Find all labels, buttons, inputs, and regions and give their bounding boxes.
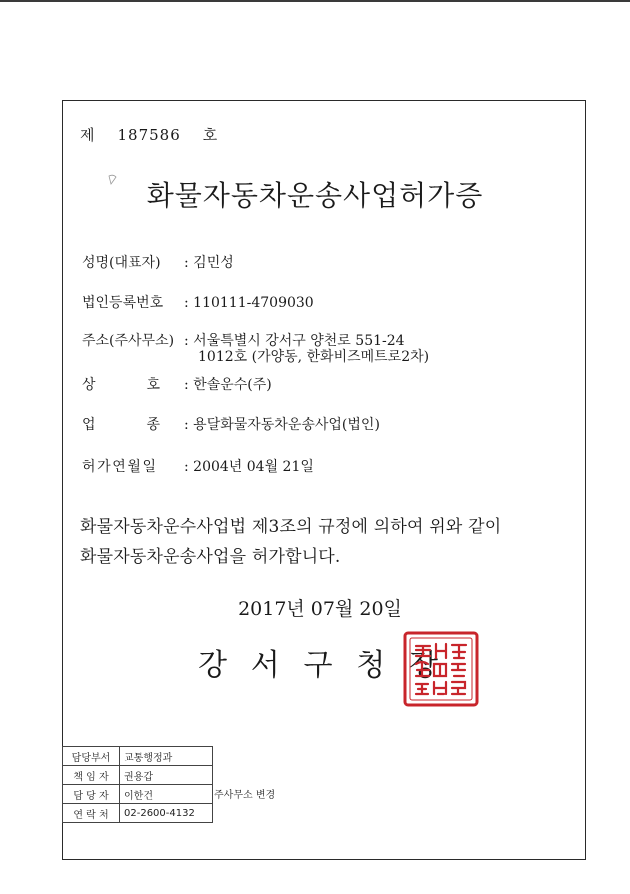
certificate-number [80,124,218,145]
field-business-type [82,414,380,434]
corp-reg-no-value: : 110111-4709030 [184,295,314,311]
contact-key: 담당부서 [63,747,120,766]
contact-value: 02-2600-4132 [120,804,213,823]
table-row [63,747,213,766]
table-row [63,804,213,823]
trade-name-label: 상 호 [82,377,160,393]
issuer-char: 장 [409,648,438,683]
table-row [63,766,213,785]
contact-key: 책 임 자 [63,766,120,785]
page-title: 화물자동차운송사업허가증 [146,179,484,212]
contact-key: 담 당 자 [63,785,120,804]
representative-value: : 김민성 [184,255,234,271]
field-trade-name [82,374,272,394]
official-seal-icon [402,630,480,708]
trade-name-value: : 한솔운수(주) [184,377,272,393]
issue-date: 2017년 07월 20일 [238,598,402,620]
field-permit-date [82,456,314,476]
field-representative [82,252,234,272]
business-type-value: : 용달화물자동차운송사업(법인) [184,417,380,433]
representative-label: 성명(대표자) [82,255,161,271]
business-type-label: 업 종 [82,417,160,433]
scan-edge [0,0,630,2]
statement-line-1: 화물자동차운수사업법 제3조의 규정에 의하여 위와 같이 [80,517,502,537]
corp-reg-no-label: 법인등록번호 [82,295,164,311]
issuer-char: 강 [198,648,227,683]
number-prefix: 제 [80,126,96,144]
contact-value: 이한건 [120,785,213,804]
address-value-line2: 1012호 (가양동, 한화비즈메트로2차) [198,349,430,365]
change-note: 주사무소 변경 [214,790,276,801]
contact-key: 연 락 처 [63,804,120,823]
field-corp-reg-no [82,292,314,312]
contact-value: 권용갑 [120,766,213,785]
issuer-char: 서 [250,648,280,683]
issuer-char: 청 [356,648,386,683]
statement-line-2: 화물자동차운송사업을 허가합니다. [80,547,341,567]
permit-date-label: 허 가 연 월 일 [82,459,156,475]
issuer-char: 구 [303,648,333,683]
contact-table [62,746,213,823]
address-label: 주소(주사무소) [82,333,175,349]
address-value-line1: : 서울특별시 강서구 양천로 551-24 [184,333,405,349]
number-suffix: 호 [202,126,219,144]
permit-date-value: : 2004년 04월 21일 [184,459,314,475]
table-row [63,785,213,804]
number-value: 187586 [117,126,181,144]
contact-value: 교통행정과 [120,747,213,766]
